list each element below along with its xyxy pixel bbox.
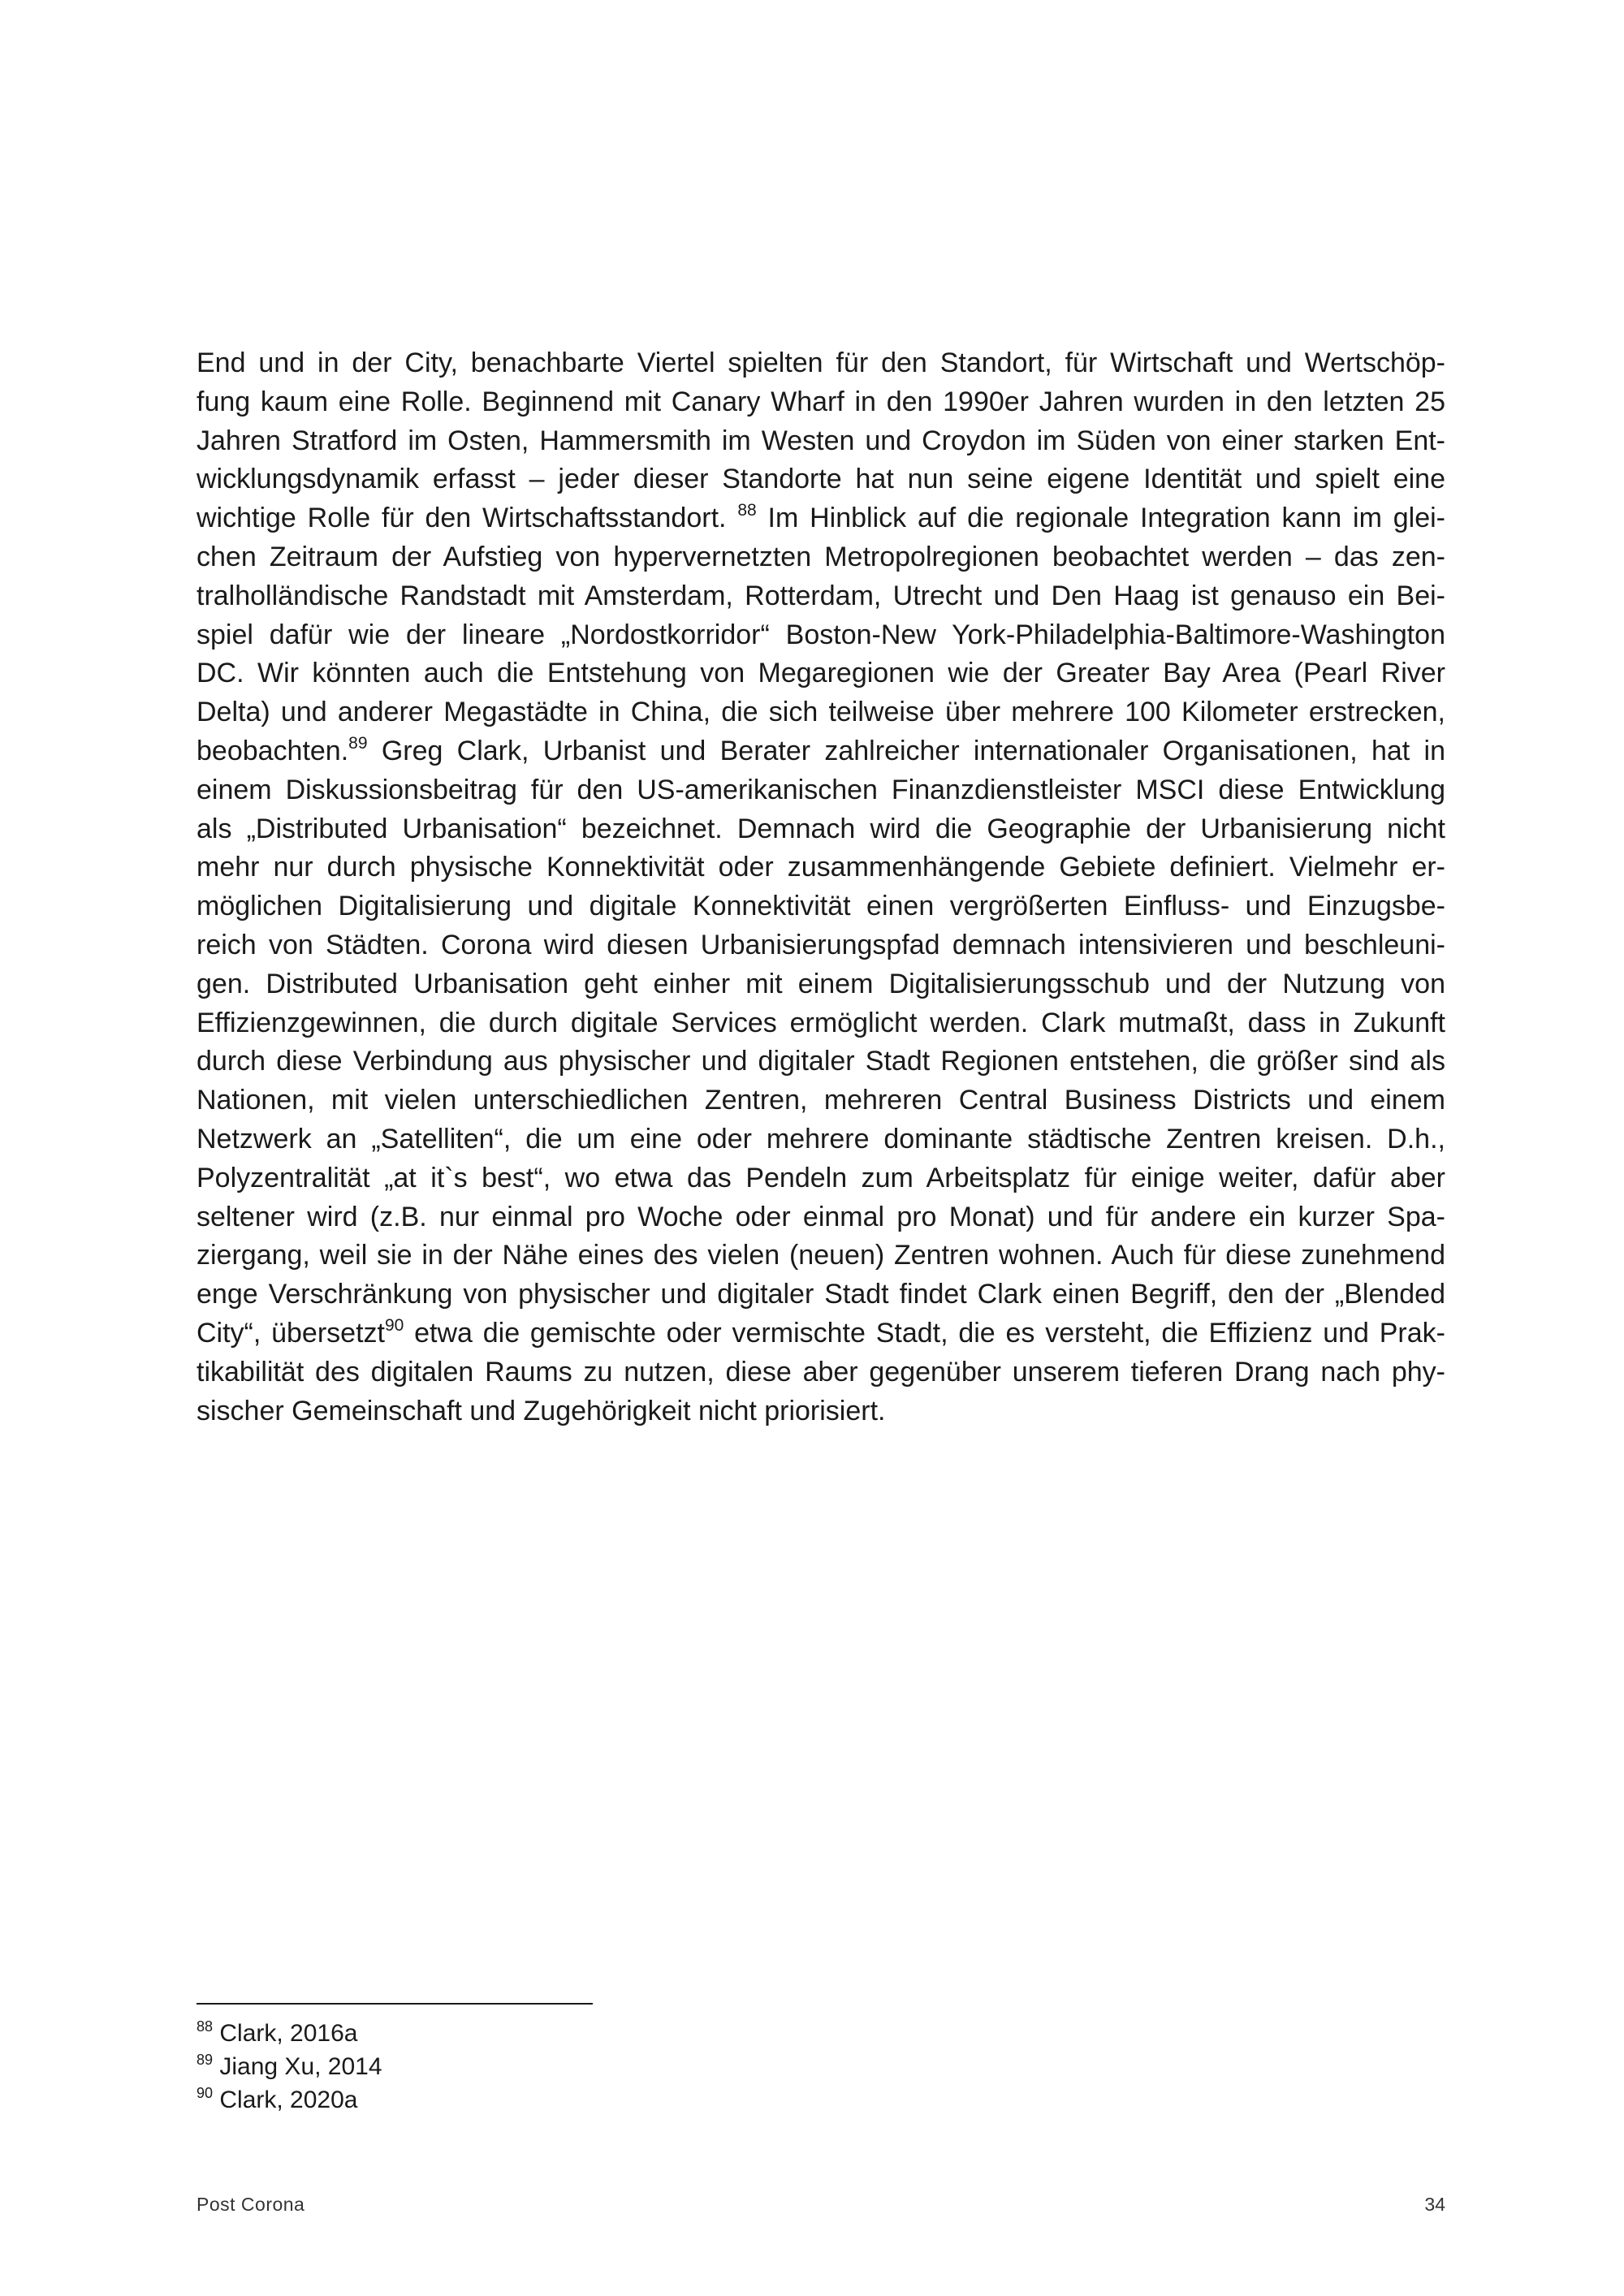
body-paragraph (197, 344, 1445, 1431)
text-line: fung kaum eine Rolle. Beginnend mit Canary Wharf in den 1990er Jahren wurden in den letzten 25 (197, 386, 1445, 417)
text-segment: Im Hinblick auf die regionale Integration kann im glei- (767, 503, 1446, 534)
text-line: Netzwerk an „Satelliten“, die um eine oder mehrere dominante städtische Zentren kreisen. D.h., (197, 1123, 1445, 1154)
text-line: DC. Wir könnten auch die Entstehung von Megaregionen wie der Greater Bay Area (Pearl River (197, 658, 1445, 689)
text-line: Effizienzgewinnen, die durch digitale Services ermöglicht werden. Clark mutmaßt, dass in Zukunft (197, 1007, 1445, 1038)
text-line: als „Distributed Urbanisation“ bezeichnet. Demnach wird die Geographie der Urbanisierung nicht (197, 813, 1445, 844)
text-line: Nationen, mit vielen unterschiedlichen Zentren, mehreren Central Business Districts und einem (197, 1085, 1445, 1116)
text-line (197, 732, 1445, 771)
text-line: reich von Städten. Corona wird diesen Urbanisierungspfad demnach intensivieren und beschleuni- (197, 929, 1445, 960)
text-line: wicklungsdynamik erfasst – jeder dieser Standorte hat nun seine eigene Identität und spielt eine (197, 464, 1445, 495)
text-line: enge Verschränkung von physischer und digitaler Stadt findet Clark einen Begriff, den der „Blended (197, 1279, 1445, 1310)
footnote-text: Clark, 2016a (219, 2020, 358, 2047)
text-line (197, 499, 1445, 538)
page-number: 34 (1424, 2194, 1445, 2215)
text-segment: etwa die gemischte oder vermischte Stadt, die es versteht, die Effizienz und Prak- (414, 1317, 1445, 1349)
text-line: tralholländische Randstadt mit Amsterdam, Rotterdam, Utrecht und Den Haag ist genauso ein Bei- (197, 580, 1445, 611)
text-line: Polyzentralität „at it`s best“, wo etwa das Pendeln zum Arbeitsplatz für einige weiter, dafür aber (197, 1162, 1445, 1193)
footnote-90 (197, 2083, 382, 2117)
text-line: chen Zeitraum der Aufstieg von hypervernetzten Metropolregionen beobachtet werden – das zen- (197, 541, 1445, 572)
footnote-88 (197, 2017, 382, 2050)
text-line: ziergang, weil sie in der Nähe eines des vielen (neuen) Zentren wohnen. Auch für diese zunehmend (197, 1240, 1445, 1271)
footnote-ref-88[interactable]: 88 (737, 501, 757, 520)
text-line: sischer Gemeinschaft und Zugehörigkeit nicht priorisiert. (197, 1395, 886, 1426)
footnote-text: Jiang Xu, 2014 (219, 2053, 382, 2080)
text-line: seltener wird (z.B. nur einmal pro Woche oder einmal pro Monat) und für andere ein kurzer Spa- (197, 1201, 1445, 1232)
footnote-ref-89[interactable]: 89 (348, 733, 368, 753)
text-segment: wichtige Rolle für den Wirtschaftsstandort. (197, 503, 727, 534)
text-segment: Greg Clark, Urbanist und Berater zahlreicher internationaler Organisationen, hat in (381, 735, 1445, 766)
footnotes-list (197, 2017, 382, 2117)
footnote-ref-90[interactable]: 90 (384, 1315, 404, 1335)
footnote-89 (197, 2050, 382, 2083)
running-footer-title: Post Corona (197, 2194, 305, 2215)
text-line (197, 1314, 1445, 1353)
footnote-number: 88 (197, 2018, 214, 2035)
text-line: tikabilität des digitalen Raums zu nutzen, diese aber gegenüber unserem tieferen Drang nach phy- (197, 1356, 1445, 1388)
footnote-divider (197, 2003, 593, 2005)
text-line: möglichen Digitalisierung und digitale Konnektivität einen vergrößerten Einfluss- und Einzugsbe- (197, 891, 1445, 922)
text-line: einem Diskussionsbeitrag für den US-amerikanischen Finanzdienstleister MSCI diese Entwicklung (197, 774, 1445, 805)
footnote-text: Clark, 2020a (219, 2087, 358, 2113)
text-segment: beobachten. (197, 735, 349, 766)
text-line: mehr nur durch physische Konnektivität oder zusammenhängende Gebiete definiert. Vielmehr er- (197, 852, 1445, 883)
footnote-number: 90 (197, 2085, 214, 2101)
footnote-number: 89 (197, 2052, 214, 2068)
text-line: gen. Distributed Urbanisation geht einher mit einem Digitalisierungsschub und der Nutzung von (197, 968, 1445, 999)
text-line: Jahren Stratford im Osten, Hammersmith im Westen und Croydon im Süden von einer starken Ent- (197, 425, 1445, 456)
text-segment: City“, übersetzt (197, 1317, 385, 1349)
text-line: Delta) und anderer Megastädte in China, die sich teilweise über mehrere 100 Kilometer erstrecken, (197, 697, 1445, 728)
text-line: durch diese Verbindung aus physischer und digitaler Stadt Regionen entstehen, die größer sind als (197, 1046, 1445, 1077)
text-line: End und in der City, benachbarte Viertel spielten für den Standort, für Wirtschaft und Wertschöp- (197, 347, 1445, 378)
text-line: spiel dafür wie der lineare „Nordostkorridor“ Boston-New York-Philadelphia-Baltimore-Washington (197, 619, 1445, 650)
